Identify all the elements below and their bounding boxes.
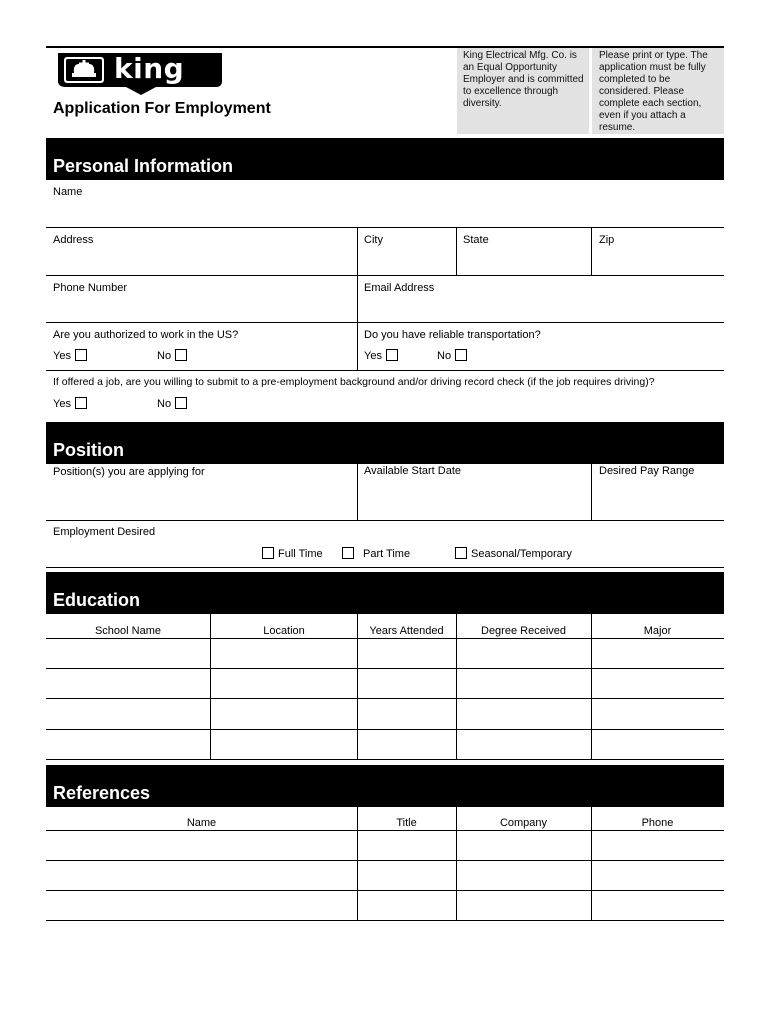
company-logo (56, 51, 226, 97)
eeo-note: King Electrical Mfg. Co. is an Equal Opportunity Employer and is committed to excellence through diversity. (463, 50, 584, 109)
checkbox-icon[interactable] (455, 547, 467, 559)
form-title: Application For Employment (53, 100, 271, 117)
authorized-question: Are you authorized to work in the US? (53, 329, 239, 341)
positions-label: Position(s) you are applying for (53, 466, 205, 478)
checkbox-icon[interactable] (386, 349, 398, 361)
background-no[interactable]: No (157, 397, 187, 410)
checkbox-icon[interactable] (175, 397, 187, 409)
checkbox-icon[interactable] (342, 547, 354, 559)
instructions-note: Please print or type. The application must be fully completed to be considered. Please complete each section, even if you attach a resume. (599, 50, 708, 133)
table-row[interactable] (46, 860, 724, 861)
table-row[interactable] (46, 698, 724, 699)
checkbox-icon[interactable] (455, 349, 467, 361)
address-label: Address (53, 234, 94, 246)
background-yes[interactable]: Yes (53, 397, 87, 410)
full-time-option[interactable]: Full Time (259, 547, 323, 560)
section-title-references: References (53, 783, 151, 803)
ref-col-name: Name (186, 817, 217, 829)
edu-col-degree: Degree Received (481, 625, 566, 637)
authorized-yes[interactable]: Yes (53, 349, 87, 362)
table-row[interactable] (46, 759, 724, 760)
checkbox-icon[interactable] (175, 349, 187, 361)
transport-yes[interactable]: Yes (364, 349, 398, 362)
checkbox-icon[interactable] (75, 349, 87, 361)
phone-label: Phone Number (53, 282, 127, 294)
background-question: If offered a job, are you willing to submit to a pre-employment background and/or driving record check (if the job requires driving)? (53, 376, 655, 388)
email-label: Email Address (364, 282, 435, 294)
edu-col-school: School Name (94, 625, 162, 637)
zip-label: Zip (599, 234, 615, 246)
state-label: State (463, 234, 489, 246)
table-row[interactable] (46, 920, 724, 921)
section-bar-personal (46, 138, 724, 180)
edu-col-major: Major (643, 625, 672, 637)
edu-col-years: Years Attended (369, 625, 444, 637)
section-title-personal: Personal Information (53, 156, 234, 176)
transport-no[interactable]: No (437, 349, 467, 362)
authorized-no[interactable]: No (157, 349, 187, 362)
section-title-education: Education (53, 590, 141, 610)
ref-col-title: Title (396, 817, 417, 829)
checkbox-icon[interactable] (75, 397, 87, 409)
table-row[interactable] (46, 668, 724, 669)
transport-question: Do you have reliable transportation? (364, 329, 541, 341)
edu-col-location: Location (263, 625, 305, 637)
seasonal-option[interactable]: Seasonal/Temporary (452, 547, 572, 560)
checkbox-icon[interactable] (262, 547, 274, 559)
table-row[interactable] (46, 890, 724, 891)
ref-col-phone: Phone (641, 817, 674, 829)
section-bar-position (46, 422, 724, 464)
employment-desired-label: Employment Desired (53, 526, 156, 538)
name-label: Name (53, 186, 83, 198)
city-label: City (364, 234, 383, 246)
logo-wordmark: king (114, 52, 185, 85)
section-title-position: Position (53, 440, 124, 460)
part-time-option[interactable]: Part Time (339, 547, 410, 560)
section-bar-references (46, 765, 724, 807)
start-date-label: Available Start Date (364, 465, 462, 477)
section-bar-education (46, 572, 724, 614)
ref-col-company: Company (499, 817, 548, 829)
table-row[interactable] (46, 729, 724, 730)
pay-range-label: Desired Pay Range (599, 465, 695, 477)
